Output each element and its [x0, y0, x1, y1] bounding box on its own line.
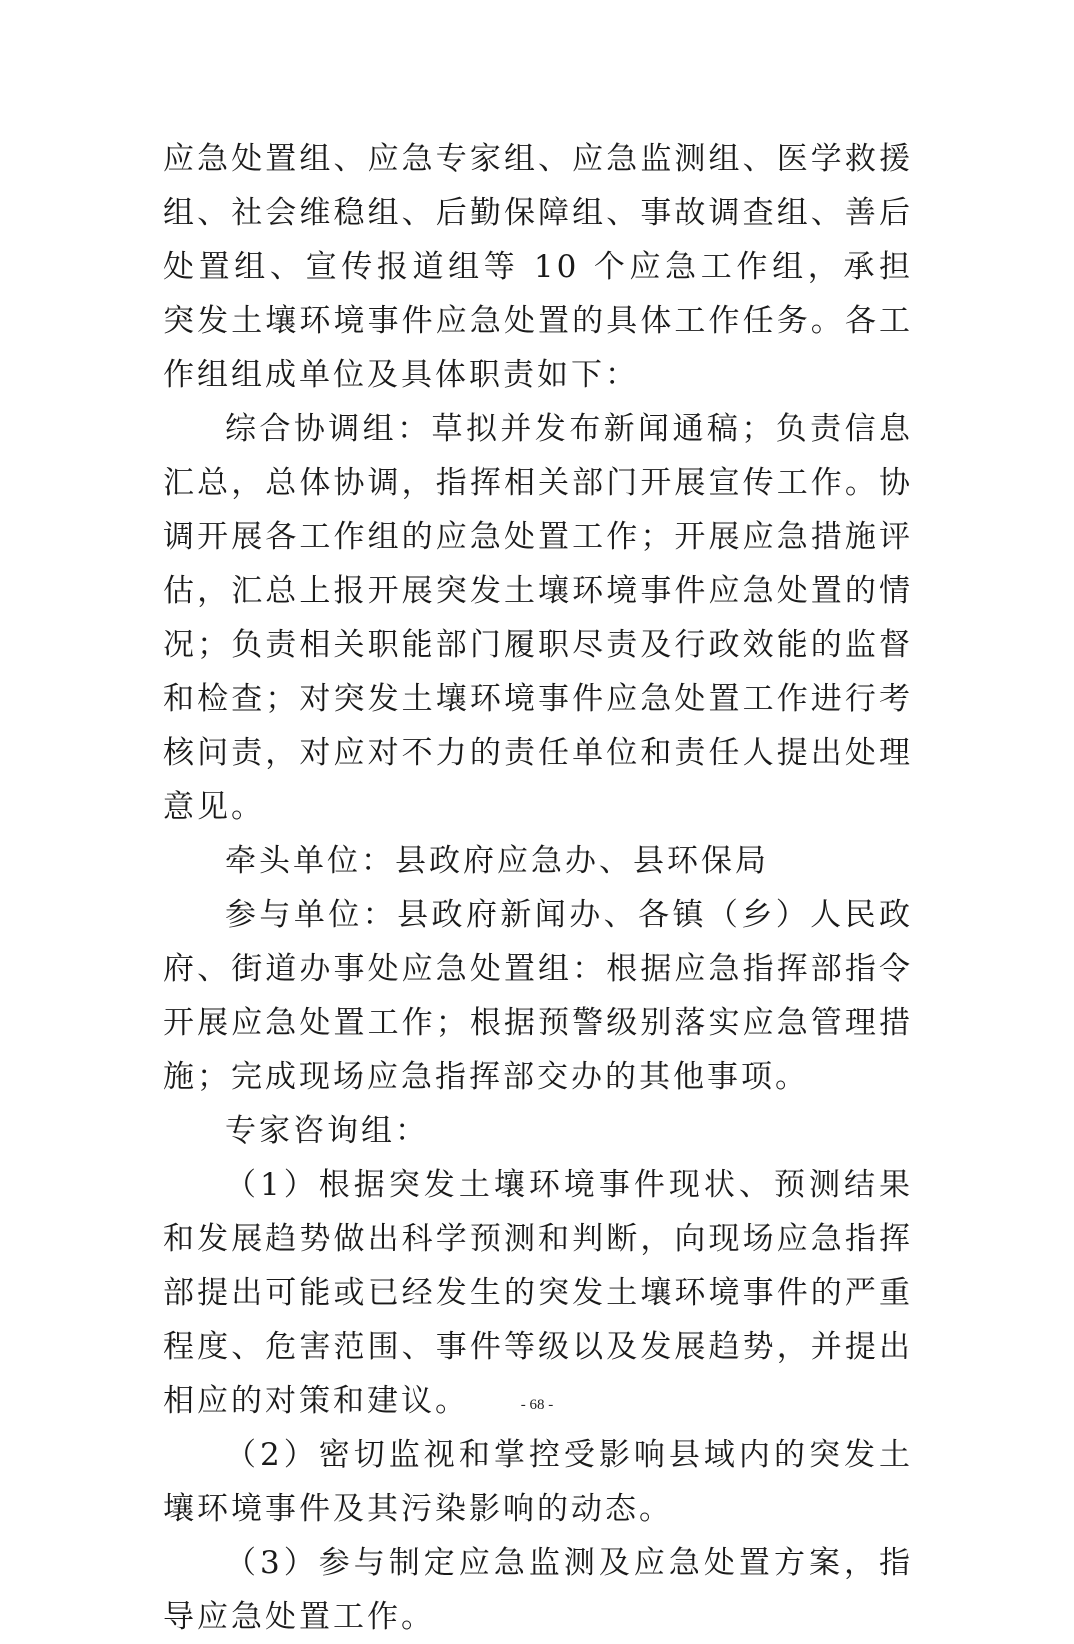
page-number: - 68 - — [520, 1397, 554, 1413]
paragraph: （3）参与制定应急监测及应急处置方案，指导应急处置工作。 — [163, 1545, 913, 1635]
document-body — [163, 132, 913, 1644]
paragraph: 应急处置组、应急专家组、应急监测组、医学救援组、社会维稳组、后勤保障组、事故调查组、善后处置组、宣传报道组等 10 个应急工作组，承担突发土壤环境事件应急处置的具体工作任务。各工作组组成单位及具体职责如下： — [163, 141, 913, 393]
paragraph: 综合协调组：草拟并发布新闻通稿；负责信息汇总，总体协调，指挥相关部门开展宣传工作。协调开展各工作组的应急处置工作；开展应急措施评估，汇总上报开展突发土壤环境事件应急处置的情况；负责相关职能部门履职尽责及行政效能的监督和检查；对突发土壤环境事件应急处置工作进行考核问责，对应对不力的责任单位和责任人提出处理意见。 — [163, 411, 913, 825]
paragraph: （1）根据突发土壤环境事件现状、预测结果和发展趋势做出科学预测和判断，向现场应急指挥部提出可能或已经发生的突发土壤环境事件的严重程度、危害范围、事件等级以及发展趋势，并提出相应的对策和建议。 — [163, 1167, 913, 1419]
paragraph: （2）密切监视和掌控受影响县域内的突发土壤环境事件及其污染影响的动态。 — [163, 1437, 913, 1527]
paragraph: 专家咨询组： — [225, 1113, 429, 1149]
paragraph: 参与单位：县政府新闻办、各镇（乡）人民政府、街道办事处应急处置组：根据应急指挥部指令开展应急处置工作；根据预警级别落实应急管理措施；完成现场应急指挥部交办的其他事项。 — [163, 897, 913, 1095]
paragraph: 牵头单位：县政府应急办、县环保局 — [225, 843, 769, 879]
